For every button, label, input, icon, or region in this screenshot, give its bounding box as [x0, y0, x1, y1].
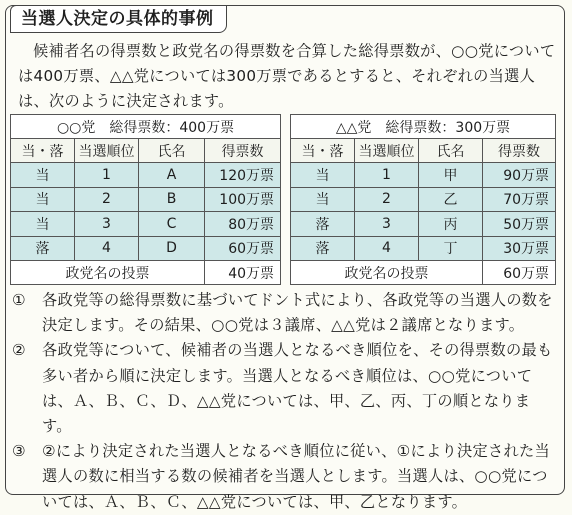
cell-rank: 2: [75, 187, 139, 212]
cell-rank: 4: [355, 236, 419, 261]
note-marker: ③: [12, 442, 26, 461]
col-votes: 得票数: [483, 139, 556, 163]
table-row: [291, 187, 556, 212]
cell-votes: 120万票: [205, 163, 281, 188]
note-text: ②により決定された当選人となるべき順位に従い、①により決定された当選人の数に相当する数の候補者を当選人とします。当選人は、○○党については、Ａ、Ｂ、Ｃ、△△党については、甲、乙となります。: [42, 442, 550, 511]
cell-result: 落: [291, 236, 355, 261]
cell-result: 当: [11, 212, 75, 237]
party-a-header: ○○党 総得票数：400万票: [11, 115, 281, 139]
note-item: [12, 439, 554, 515]
cell-name: 乙: [419, 187, 483, 212]
table-row: [11, 163, 281, 188]
table-row: [11, 212, 281, 237]
cell-rank: 3: [355, 212, 419, 237]
table-row: [11, 236, 281, 261]
note-marker: ①: [12, 291, 26, 309]
table-row: [291, 212, 556, 237]
party-vote-value: 40万票: [205, 261, 281, 285]
col-result: 当・落: [291, 139, 355, 163]
cell-votes: 90万票: [483, 163, 556, 188]
notes-list: [12, 288, 554, 515]
col-rank: 当選順位: [355, 139, 419, 163]
party-vote-label: 政党名の投票: [11, 261, 205, 285]
cell-votes: 70万票: [483, 187, 556, 212]
col-name: 氏名: [139, 139, 205, 163]
panel-title: 当選人決定の具体的事例: [10, 5, 227, 33]
cell-name: D: [139, 236, 205, 261]
intro-paragraph: 候補者名の得票数と政党名の得票数を合算した総得票数が、○○党については400万票、△△党については300万票であるとすると、それぞれの当選人は、次のように決定されます。: [18, 42, 556, 110]
party-b-header: △△党 総得票数：300万票: [291, 115, 556, 139]
cell-rank: 1: [355, 163, 419, 188]
table-row: [291, 163, 556, 188]
cell-result: 落: [11, 236, 75, 261]
cell-name: B: [139, 187, 205, 212]
cell-result: 落: [291, 212, 355, 237]
cell-rank: 4: [75, 236, 139, 261]
party-table-a: [10, 114, 281, 285]
cell-name: A: [139, 163, 205, 188]
party-table-b: [290, 114, 556, 285]
col-votes: 得票数: [205, 139, 281, 163]
col-result: 当・落: [11, 139, 75, 163]
note-text: 各政党等の総得票数に基づいてドント式により、各政党等の当選人の数を決定します。その結果、○○党は３議席、△△党は２議席となります。: [42, 291, 553, 335]
cell-result: 当: [291, 187, 355, 212]
cell-name: 甲: [419, 163, 483, 188]
cell-name: 丁: [419, 236, 483, 261]
party-vote-value: 60万票: [483, 261, 556, 285]
col-name: 氏名: [419, 139, 483, 163]
table-row: [291, 236, 556, 261]
cell-votes: 100万票: [205, 187, 281, 212]
cell-votes: 60万票: [205, 236, 281, 261]
cell-result: 当: [11, 163, 75, 188]
note-marker: ②: [12, 341, 26, 360]
cell-result: 当: [291, 163, 355, 188]
note-text: 各政党等について、候補者の当選人となるべき順位を、その得票数の最も多い者から順に決定します。当選人となるべき順位は、○○党については、Ａ、Ｂ、Ｃ、Ｄ、△△党については、甲、乙、丙、丁の順となります。: [42, 341, 553, 436]
cell-votes: 50万票: [483, 212, 556, 237]
cell-name: C: [139, 212, 205, 237]
table-row: [11, 187, 281, 212]
cell-result: 当: [11, 187, 75, 212]
party-vote-label: 政党名の投票: [291, 261, 483, 285]
cell-rank: 1: [75, 163, 139, 188]
cell-votes: 30万票: [483, 236, 556, 261]
col-rank: 当選順位: [75, 139, 139, 163]
cell-votes: 80万票: [205, 212, 281, 237]
note-item: [12, 338, 554, 439]
note-item: [12, 288, 554, 338]
cell-rank: 3: [75, 212, 139, 237]
cell-name: 丙: [419, 212, 483, 237]
cell-rank: 2: [355, 187, 419, 212]
